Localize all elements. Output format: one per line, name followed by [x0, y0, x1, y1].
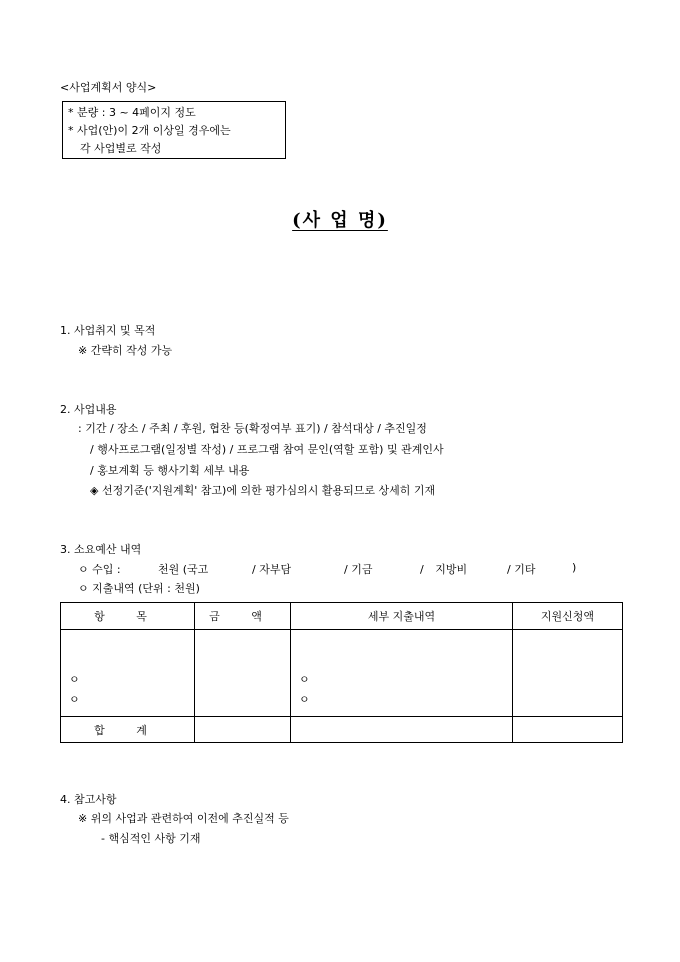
section1-note: ※ 간략히 작성 가능: [78, 344, 173, 357]
section1-heading: 1. 사업취지 및 목적: [60, 324, 156, 337]
note-line-1: * 분량 : 3 ~ 4페이지 정도: [68, 106, 196, 119]
section3-heading: 3. 소요예산 내역: [60, 543, 142, 556]
header-request: 지원신청액: [513, 603, 623, 630]
note-box: [62, 101, 286, 159]
table-header-row: [61, 603, 623, 630]
header-detail: 세부 지출내역: [291, 603, 513, 630]
total-label-cell: 합 계: [61, 717, 195, 743]
total-row: [61, 717, 623, 743]
document-title: (사 업 명): [292, 210, 388, 231]
section2-line-2: / 행사프로그램(일정별 작성) / 프로그램 참여 문인(역할 포함) 및 관계인사: [90, 443, 444, 456]
note-line-3: 각 사업별로 작성: [80, 142, 162, 155]
section2-heading: 2. 사업내용: [60, 403, 117, 416]
item-cell: [61, 630, 195, 717]
amount-cell: [195, 630, 291, 717]
income-fund: / 기금: [344, 563, 373, 576]
expense-label: ㅇ 지출내역 (단위 : 천원): [78, 582, 200, 595]
header-item: 항 목: [61, 603, 195, 630]
budget-table: [60, 602, 623, 743]
total-detail-cell: [291, 717, 513, 743]
bullet: ㅇ: [69, 693, 80, 706]
total-request-cell: [513, 717, 623, 743]
section4-heading: 4. 참고사항: [60, 793, 117, 806]
section2-line-1: : 기간 / 장소 / 주최 / 후원, 협찬 등(확정여부 표기) / 참석대상 / 추진일정: [78, 422, 427, 435]
total-amount-cell: [195, 717, 291, 743]
detail-cell: [291, 630, 513, 717]
section2-line-3: / 홍보계획 등 행사기획 세부 내용: [90, 464, 250, 477]
section4-note: ※ 위의 사업과 관련하여 이전에 추진실적 등: [78, 812, 289, 825]
section2-line-4: ◈ 선정기준('지원계획' 참고)에 의한 평가심의시 활용되므로 상세히 기재: [90, 484, 436, 497]
bullet: ㅇ: [299, 673, 310, 686]
bullet: ㅇ: [299, 693, 310, 706]
table-row: [61, 630, 623, 717]
income-close: ): [572, 561, 577, 574]
header-amount: 금 액: [195, 603, 291, 630]
section4-sub: - 핵심적인 사항 기재: [101, 832, 201, 845]
income-other: / 기타: [507, 563, 536, 576]
bullet: ㅇ: [69, 673, 80, 686]
income-label: ㅇ 수입 :: [78, 563, 121, 576]
income-unit: 천원 (국고: [158, 563, 209, 576]
request-cell: [513, 630, 623, 717]
income-local: / 지방비: [420, 563, 468, 576]
note-line-2: * 사업(안)이 2개 이상일 경우에는: [68, 124, 231, 137]
income-self: / 자부담: [252, 563, 292, 576]
form-label: <사업계획서 양식>: [60, 81, 157, 94]
